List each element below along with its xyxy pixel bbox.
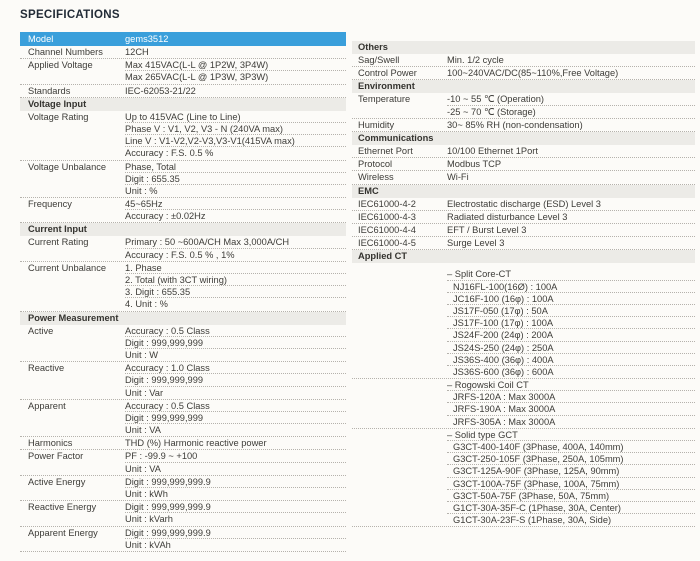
spec-row [352,119,695,132]
spec-values [125,59,346,83]
ct-item: NJ16FL-100(16Ø) : 100A [447,281,695,293]
spec-value: Digit : 999,999,999 [125,337,346,349]
spec-value: EFT / Burst Level 3 [447,225,527,235]
spec-values [125,262,346,311]
spec-label: Temperature [358,94,411,105]
spec-row [352,145,695,158]
ct-item: JS17F-050 (17φ) : 50A [447,305,695,317]
spec-value: Up to 415VAC (Line to Line) [125,111,346,123]
spec-label [352,379,447,428]
spec-values [125,236,346,260]
spec-label: IEC61000-4-3 [358,211,416,222]
spec-values [125,527,346,551]
right-spec-table [352,41,695,527]
spec-row [20,437,346,450]
spec-value: -25 ~ 70 ℃ (Storage) [447,106,536,117]
spec-value: Accuracy : F.S. 0.5 % [125,148,214,159]
ct-group-header: – Rogowski Coil CT [447,379,695,391]
spec-value: Wi-Fi [447,172,469,183]
spec-row [20,527,346,552]
spec-label: Humidity [358,119,395,130]
spec-row [352,268,695,379]
spec-row [352,171,695,184]
spec-values [447,429,695,527]
section-header: Environment [352,80,695,93]
spec-values [447,145,695,157]
spec-value: 3. Digit : 655.35 [125,286,346,298]
spec-values [447,224,695,236]
spec-row [352,237,695,250]
spec-value: Accuracy : ±0.02Hz [125,211,206,222]
spec-value: 2. Total (with 3CT wiring) [125,274,346,286]
spec-row [20,236,346,261]
spec-label: IEC61000-4-4 [358,225,416,235]
spec-value: Modbus TCP [447,159,502,170]
spec-row [352,429,695,528]
section-header: Others [352,41,695,54]
spec-values [125,32,346,46]
spec-values [125,400,346,437]
spec-values [125,476,346,500]
spec-label: Active Energy [28,476,86,487]
spec-row [20,325,346,363]
spec-values [125,450,346,474]
ct-item: JC16F-100 (16φ) : 100A [447,293,695,305]
spec-row [20,400,346,438]
spec-values [447,268,695,378]
ct-item: G3CT-100A-75F (3Phase, 100A, 75mm) [447,478,695,490]
spec-row [352,158,695,171]
spec-values [125,437,346,449]
spec-value: Unit : VA [125,425,161,436]
spec-label: Current Unbalance [28,262,107,273]
spec-value: Unit : W [125,349,159,360]
spec-row [20,450,346,475]
spec-values [125,46,346,58]
spec-values [125,325,346,362]
ct-item: G3CT-50A-75F (3Phase, 50A, 75mm) [447,490,695,502]
spec-label: IEC61000-4-2 [358,198,416,209]
spec-value: Phase, Total [125,161,346,173]
spec-values [447,119,695,131]
spec-value: Accuracy : 0.5 Class [125,400,346,412]
ct-group-header: – Split Core-CT [447,268,695,280]
spec-values [125,85,346,97]
spec-row [20,362,346,400]
spec-row [20,198,346,223]
page-title: SPECIFICATIONS [20,9,120,21]
spec-row [20,32,346,46]
spec-label: Reactive Energy [28,502,97,513]
spec-value: Max 415VAC(L-L @ 1P2W, 3P4W) [125,59,346,71]
spec-label: Harmonics [28,438,73,449]
spec-label: Applied Voltage [28,60,93,71]
spec-label: Control Power [358,68,417,79]
spec-value: gems3512 [125,34,169,44]
spec-value: Phase V : V1, V2, V3 - N (240VA max) [125,123,346,135]
section-header: EMC [352,185,695,198]
left-spec-table [20,32,346,552]
ct-item: JRFS-190A : Max 3000A [447,403,695,415]
spec-row [352,93,695,118]
spec-value: Line V : V1-V2,V2-V3,V3-V1(415VA max) [125,135,346,147]
spec-row [352,379,695,429]
spec-row [20,476,346,501]
spec-values [447,67,695,79]
spec-label: Power Factor [28,451,84,462]
spec-value: PF : -99.9 ~ +100 [125,450,346,462]
section-header: Voltage Input [20,98,346,111]
spec-value: Electrostatic discharge (ESD) Level 3 [447,198,601,209]
spec-label: IEC61000-4-5 [358,238,416,249]
spec-value: Unit : VA [125,463,161,474]
spec-value: Unit : kVarh [125,514,173,525]
spec-value: Accuracy : 0.5 Class [125,325,346,337]
spec-label: Model [28,34,54,44]
section-header: Communications [352,132,695,145]
spec-values [447,198,695,210]
spec-row [20,111,346,161]
spec-label [352,429,447,527]
spec-label: Reactive [28,363,65,374]
ct-item: JS24S-250 (24φ) : 250A [447,342,695,354]
spec-values [447,211,695,223]
spec-value: Radiated disturbance Level 3 [447,211,568,222]
spec-values [447,93,695,117]
spec-label: Current Rating [28,237,89,248]
ct-item: JRFS-120A : Max 3000A [447,391,695,403]
spec-value: Unit : % [125,185,158,196]
spec-row [352,54,695,67]
spec-value: IEC-62053-21/22 [125,85,196,96]
spec-row [20,85,346,98]
ct-item: JS24F-200 (24φ) : 200A [447,329,695,341]
spec-value: Digit : 999,999,999.9 [125,501,346,513]
spec-label: Voltage Unbalance [28,161,107,172]
spec-values [125,111,346,160]
spec-value: Digit : 655.35 [125,173,346,185]
spec-row [352,67,695,80]
spec-values [125,161,346,198]
spec-value: 1. Phase [125,262,346,274]
ct-group-header: – Solid type GCT [447,429,695,441]
spec-value: Unit : Var [125,387,164,398]
spec-values [125,362,346,399]
ct-item: G3CT-400-140F (3Phase, 400A, 140mm) [447,441,695,453]
spec-value: Accuracy : 1.0 Class [125,362,346,374]
spec-label: Voltage Rating [28,111,89,122]
ct-item: G3CT-125A-90F (3Phase, 125A, 90mm) [447,465,695,477]
spec-value: -10 ~ 55 ℃ (Operation) [447,93,695,105]
spec-label: Protocol [358,159,393,170]
spec-values [125,501,346,525]
spec-value: 12CH [125,47,149,57]
spec-row [20,46,346,59]
spec-label: Ethernet Port [358,145,413,156]
ct-item: G3CT-250-105F (3Phase, 250A, 105mm) [447,453,695,465]
spec-value: Digit : 999,999,999.9 [125,527,346,539]
spec-value: 30~ 85% RH (non-condensation) [447,119,583,130]
spec-value: Surge Level 3 [447,238,505,249]
section-header: Applied CT [352,250,695,263]
section-header: Power Measurement [20,312,346,325]
spec-value: THD (%) Harmonic reactive power [125,438,267,449]
spec-value: Min. 1/2 cycle [447,55,504,65]
spec-label: Apparent Energy [28,527,98,538]
spec-label [352,268,447,378]
spec-value: Primary : 50 ~600A/CH Max 3,000A/CH [125,236,346,248]
spec-values [125,198,346,222]
spec-label: Standards [28,85,71,96]
spec-value: Max 265VAC(L-L @ 1P3W, 3P3W) [125,72,269,83]
spec-label: Channel Numbers [28,47,103,57]
spec-row [20,59,346,84]
spec-value: Digit : 999,999,999.9 [125,476,346,488]
spec-row [20,161,346,199]
spec-row [352,211,695,224]
spec-value: 4. Unit : % [125,299,168,310]
spec-value: Digit : 999,999,999 [125,412,346,424]
spec-values [447,237,695,249]
ct-item: JS36S-400 (36φ) : 400A [447,354,695,366]
ct-item: JS17F-100 (17φ) : 100A [447,317,695,329]
spec-label: Sag/Swell [358,55,400,65]
ct-item: JRFS-305A : Max 3000A [453,416,556,427]
spec-row [352,198,695,211]
spec-values [447,158,695,170]
spec-value: Unit : kVAh [125,539,171,550]
spec-value: Accuracy : F.S. 0.5 % , 1% [125,249,235,260]
ct-item: JS36S-600 (36φ) : 600A [453,366,554,377]
ct-item: G1CT-30A-23F-S (1Phase, 30A, Side) [453,515,612,526]
spec-value: 10/100 Ethernet 1Port [447,145,538,156]
spec-value: Digit : 999,999,999 [125,374,346,386]
section-header: Current Input [20,223,346,236]
spec-values [447,171,695,183]
spec-label: Active [28,325,54,336]
ct-item: G1CT-30A-35F-C (1Phase, 30A, Center) [447,502,695,514]
spec-value: Unit : kWh [125,489,168,500]
spec-row [20,501,346,526]
spec-values [447,379,695,428]
spec-values [447,54,695,66]
spec-label: Apparent [28,400,66,411]
spec-value: 100~240VAC/DC(85~110%,Free Voltage) [447,68,619,79]
spec-row [20,262,346,312]
spec-label: Wireless [358,172,394,183]
spec-value: 45~65Hz [125,198,346,210]
spec-row [352,224,695,237]
spec-label: Frequency [28,199,72,210]
